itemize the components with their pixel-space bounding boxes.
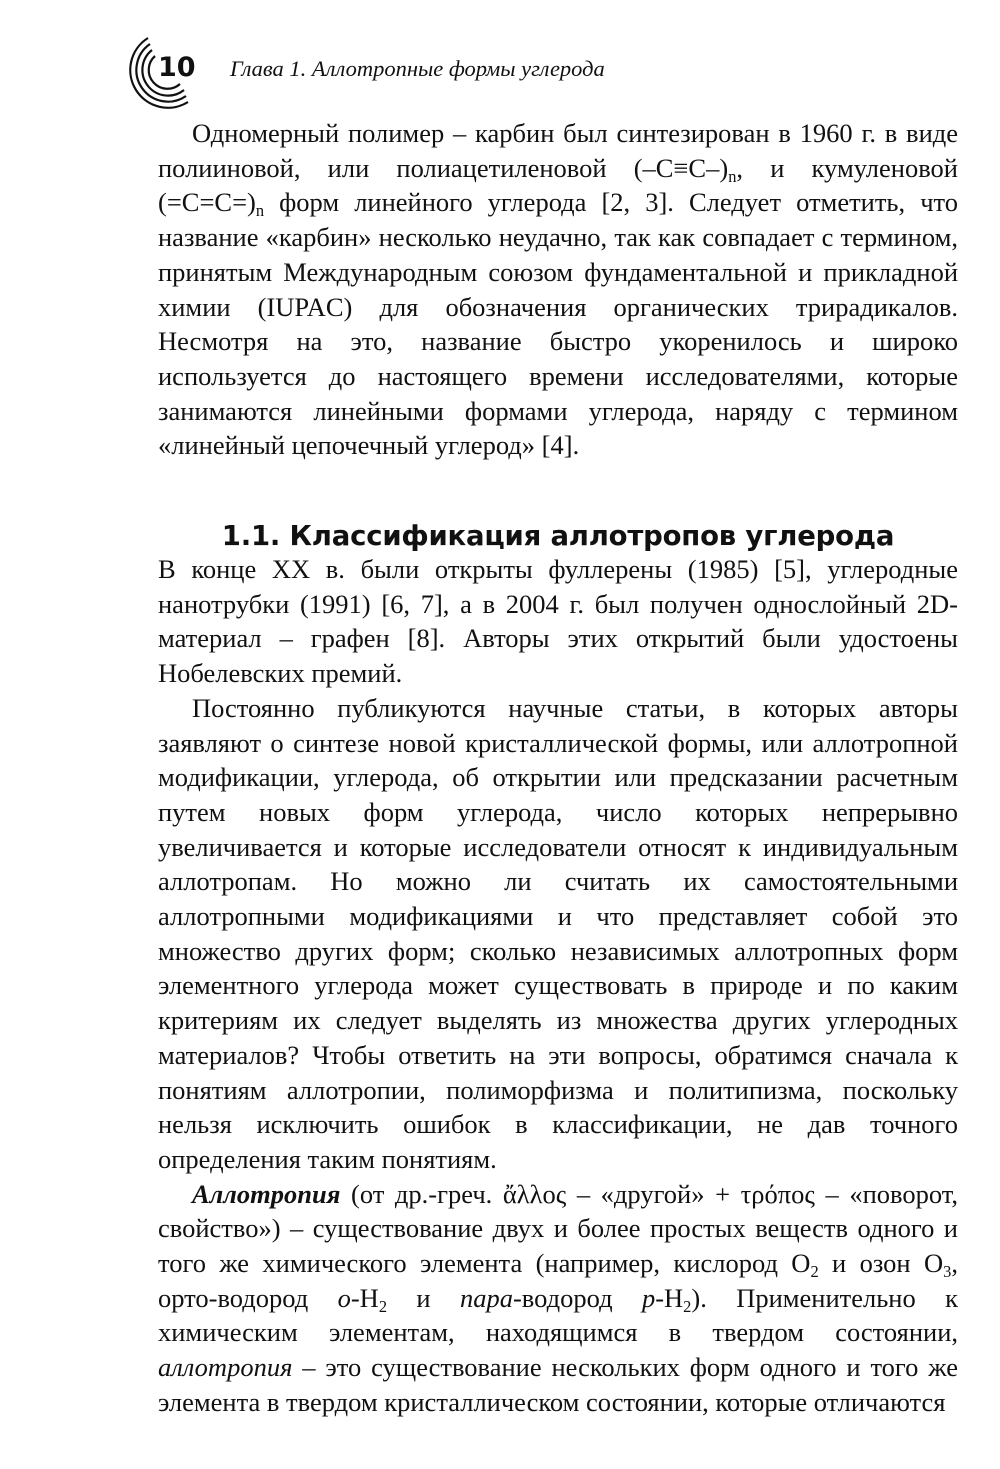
intro-text	[158, 116, 958, 463]
paragraph-discoveries: В конце XX в. были открыты фуллерены (1985) [5], углеродные нанотрубки (1991) [6, 7], а в 2004 г. был получен однослойный 2D-материал – графен [8]. Авторы этих открытий были удостоены Нобелевских премий.	[158, 554, 958, 689]
paragraph-allotropy-definition: Аллотропия (от др.-греч. ἄλλος – «другой» + τρόπος – «поворот, свойство») – существование двух и более простых веществ одного и того же химического элемента (например, кислород $O_2$ и озон $O_3$, орто-водород $o-H_2$ и пара-водород $p-H_2$). Применительно к химическим элементам, находящимся в твердом состоянии, аллотропия – это существование нескольких форм одного и того же элемента в твердом кристаллическом состоянии, которые отличаются	[158, 1178, 958, 1417]
defined-term: Аллотропия	[192, 1178, 341, 1209]
intro-paragraph: Одномерный полимер – карбин был синтезирован в 1960 г. в виде полииновой, или полиацетиленовой $(-C\equiv C-)_n$, и кумуленовой $(=C=C=)_n$ форм линейного углерода [2, 3]. Следует отметить, что название «карбин» несколько неудачно, так как совпадает с термином, принятым Международным союзом фундаментальной и прикладной химии (IUPAC) для обозначения органических трирадикалов. Несмотря на это, название быстро укоренилось и широко используется до настоящего времени исследователями, которые занимаются линейными формами углерода, наряду с термином «линейный цепочечный углерод» [4].	[158, 118, 958, 461]
paragraph-publications: Постоянно публикуются научные статьи, в которых авторы заявляют о синтезе новой кристаллической формы, или аллотропной модификации, углерода, об открытии или предсказании расчетным путем новых форм углерода, число которых непрерывно увеличивается и которые исследователи относят к индивидуальным аллотропам. Но можно ли считать их самостоятельными аллотропными модификациями и что представляет собой это множество других форм; сколько независимых аллотропных форм элементного углерода может существовать в природе и по каким критериям их следует выделять из множества других углеродных материалов? Чтобы ответить на эти вопросы, обратимся сначала к понятиям аллотропии, полиморфизма и политипизма, поскольку нельзя исключить ошибок в классификации, не дав точного определения таким понятиям.	[158, 692, 958, 1174]
section-body	[158, 552, 958, 1420]
running-title: Глава 1. Аллотропные формы углерода	[230, 56, 605, 81]
running-header	[128, 30, 968, 110]
section-heading: 1.1. Классификация аллотропов углерода	[221, 519, 895, 552]
page-number: 10	[158, 52, 196, 83]
